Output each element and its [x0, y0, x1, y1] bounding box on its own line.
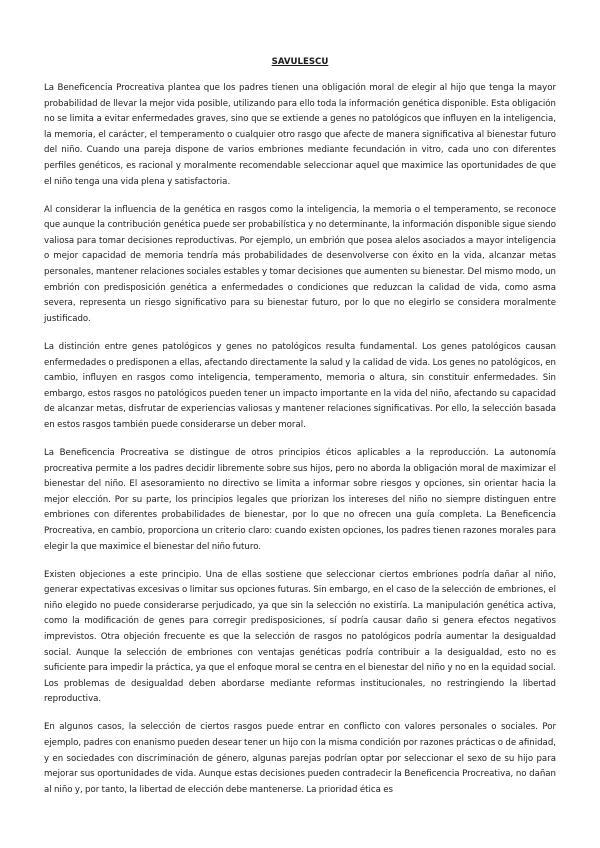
paragraph: Al considerar la influencia de la genética en rasgos como la inteligencia, la memoria o el temperamento, se reconoce que aunque la contribución genética puede ser probabilística y no determinante, la información disponible sigue siendo valiosa para tomar decisiones reproductivas. Por ejemplo, un embrión que posea alelos asociados a mayor inteligencia o mejor capacidad de memoria tendría más probabilidades de desenvolverse con éxito en la vida, alcanzar metas personales, mantener relaciones sociales estables y tomar decisiones que aumenten su bienestar. Del mismo modo, un embrión con predisposición genética a enfermedades o condiciones que reduzcan la calidad de vida, como asma severa, representa un riesgo significativo para su bienestar futuro, por lo que no elegirlo se considera moralmente justificado. [44, 204, 556, 324]
paragraph: Existen objeciones a este principio. Una de ellas sostiene que seleccionar ciertos embriones podría dañar al niño, generar expectativas excesivas o limitar sus opciones futuras. Sin embargo, en el caso de la selección de embriones, el niño elegido no puede considerarse perjudicado, ya que sin la selección no existiría. La manipulación genética activa, como la modificación de genes para corregir predisposiciones, sí podría causar daño si genera efectos negativos imprevistos. Otra objeción frecuente es que la selección de rasgos no patológicos podría aumentar la desigualdad social. Aunque la selección de embriones con ventajas genéticas podría contribuir a la desigualdad, esto no es suficiente para impedir la práctica, ya que el enfoque moral se centra en el bienestar del niño y no en la equidad social. Los problemas de desigualdad deben abordarse mediante reformas institucionales, no restringiendo la libertad reproductiva. [44, 569, 556, 705]
paragraph: La Beneficencia Procreativa plantea que los padres tienen una obligación moral de elegir al hijo que tenga la mayor probabilidad de llevar la mejor vida posible, utilizando para ello toda la información genética disponible. Esta obligación no se limita a evitar enfermedades graves, sino que se extiende a genes no patológicos que influyen en la inteligencia, la memoria, el carácter, el temperamento o cualquier otro rasgo que afecte de manera significativa al bienestar futuro del niño. Cuando una pareja dispone de varios embriones mediante fecundación in vitro, cada uno con diferentes perfiles genéticos, es racional y moralmente recomendable seleccionar aquel que maximice las oportunidades de que el niño tenga una vida plena y satisfactoria. [44, 83, 556, 187]
paragraph: La distinción entre genes patológicos y genes no patológicos resulta fundamental. Los genes patológicos causan enfermedades o predisponen a ellas, afectando directamente la salud y la calidad de vida. Los genes no patológicos, en cambio, influyen en rasgos como inteligencia, temperamento, memoria o altura, sin constituir enfermedades. Sin embargo, estos rasgos no patológicos pueden tener un impacto importante en la vida del niño, afectando su capacidad de alcanzar metas, disfrutar de experiencias valiosas y mantener relaciones significativas. Por ello, la selección basada en estos rasgos también puede considerarse un deber moral. [44, 341, 556, 430]
paragraph: La Beneficencia Procreativa se distingue de otros principios éticos aplicables a la reproducción. La autonomía procreativa permite a los padres decidir libremente sobre sus hijos, pero no aborda la obligación moral de maximizar el bienestar del niño. El asesoramiento no directivo se limita a informar sobre riesgos y opciones, sin orientar hacia la mejor elección. Por su parte, los principios legales que priorizan los intereses del niño no siempre distinguen entre embriones con diferentes probabilidades de bienestar, por lo que no ofrecen una guía completa. La Beneficencia Procreativa, en cambio, proporciona un criterio claro: cuando existen opciones, los padres tienen razones morales para elegir la que maximice el bienestar del niño futuro. [44, 447, 556, 552]
document-body [44, 81, 556, 811]
document-title: SAVULESCU [271, 57, 329, 67]
paragraph: En algunos casos, la selección de ciertos rasgos puede entrar en conflicto con valores personales o sociales. Por ejemplo, padres con enanismo pueden desear tener un hijo con la misma condición por razones prácticas o de afinidad, y en sociedades con discriminación de género, algunas parejas podrían optar por seleccionar el sexo de su hijo para mejorar sus oportunidades de vida. Aunque estas decisiones pueden contradecir la Beneficencia Procreativa, no dañan al niño y, por tanto, la libertad de elección debe mantenerse. La prioridad ética es [44, 722, 556, 795]
